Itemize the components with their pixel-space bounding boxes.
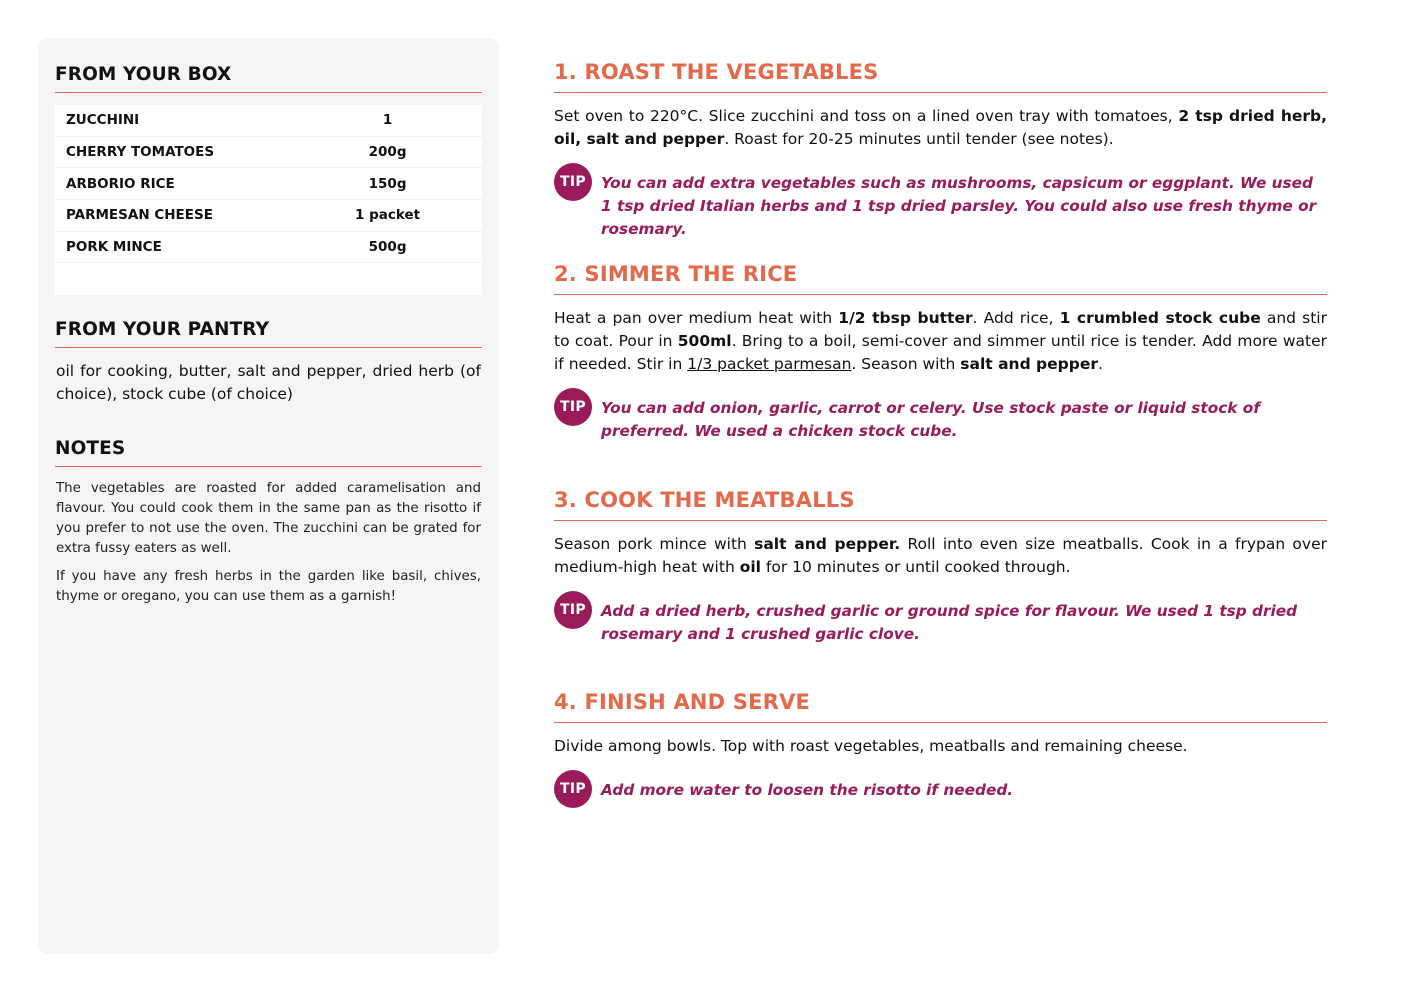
text-run: Season pork mince with — [554, 535, 755, 553]
text-run: Heat a pan over medium heat with — [554, 309, 839, 327]
ingredient-name: ZUCCHINI — [66, 112, 140, 129]
from-your-pantry-heading: FROM YOUR PANTRY — [55, 319, 482, 348]
ingredient-name: ARBORIO RICE — [66, 175, 175, 192]
text-run: for 10 minutes or until cooked through. — [760, 558, 1071, 576]
tip-text: You can add onion, garlic, carrot or celery. Use stock paste or liquid stock of preferred. We used a chicken stock cube. — [601, 399, 1260, 440]
from-your-box-heading: FROM YOUR BOX — [55, 64, 482, 93]
tip-text: Add a dried herb, crushed garlic or ground spice for flavour. We used 1 tsp dried rosemary and 1 crushed garlic clove. — [601, 602, 1298, 643]
tip-box — [554, 600, 1327, 646]
bold-text: 2 tsp dried herb, oil, salt and pepper — [554, 107, 1327, 148]
tip-badge: TIP — [554, 163, 592, 201]
ingredients-table — [55, 105, 482, 295]
tip-text: Add more water to loosen the risotto if needed. — [601, 781, 1014, 799]
ingredient-qty: 500g — [368, 239, 407, 256]
ingredient-qty: 200g — [368, 144, 407, 161]
table-row — [55, 200, 482, 232]
notes-paragraph: If you have any fresh herbs in the garden like basil, chives, thyme or oregano, you can use them as a garnish! — [56, 569, 481, 604]
text-run: Divide among bowls. Top with roast vegetables, meatballs and remaining cheese. — [554, 737, 1188, 755]
step-roast — [554, 60, 1327, 241]
step-meatballs — [554, 488, 1327, 646]
text-run: Roll into even size meatballs. Cook in a frypan over medium-high heat with — [554, 535, 1327, 576]
tip-badge: TIP — [554, 388, 592, 426]
text-run: and stir to coat. Pour in — [554, 309, 1327, 350]
step-title: 4. FINISH AND SERVE — [554, 690, 1327, 723]
text-run: . Add rice, — [972, 309, 1060, 327]
step-title: 2. SIMMER THE RICE — [554, 262, 1327, 295]
bold-text: 1 crumbled stock cube — [1059, 309, 1261, 327]
ingredient-name: CHERRY TOMATOES — [66, 144, 215, 161]
tip-text: You can add extra vegetables such as mushrooms, capsicum or eggplant. We used 1 tsp dried Italian herbs and 1 tsp dried parsley. You could also use fresh thyme or rosemary. — [601, 174, 1317, 238]
table-row — [55, 168, 482, 200]
tip-badge: TIP — [554, 591, 592, 629]
step-serve — [554, 690, 1327, 802]
step-text — [554, 533, 1327, 579]
sidebar-panel — [38, 38, 499, 954]
bold-text: 1/2 tbsp butter — [838, 309, 973, 327]
tip-box — [554, 172, 1327, 241]
bold-text: 500ml — [677, 332, 732, 350]
text-run: . Roast for 20-25 minutes until tender (see notes). — [724, 130, 1114, 148]
pantry-text: oil for cooking, butter, salt and pepper, dried herb (of choice), stock cube (of choice) — [56, 362, 481, 403]
text-run: . — [1098, 355, 1103, 373]
step-title: 3. COOK THE MEATBALLS — [554, 488, 1327, 521]
ingredient-qty: 1 packet — [355, 207, 421, 224]
step-simmer — [554, 262, 1327, 443]
table-row — [55, 232, 482, 264]
ingredient-name: PARMESAN CHEESE — [66, 207, 213, 224]
bold-text: salt and pepper — [960, 355, 1099, 373]
tip-badge: TIP — [554, 770, 592, 808]
text-run: . Bring to a boil, semi-cover and simmer until rice is tender. Add more water if needed. Stir in — [554, 332, 1327, 373]
step-title: 1. ROAST THE VEGETABLES — [554, 60, 1327, 93]
tip-box — [554, 779, 1327, 802]
underlined-text: 1/3 packet parmesan — [687, 355, 852, 373]
step-text — [554, 735, 1327, 758]
table-row — [55, 137, 482, 169]
text-run: . Season with — [851, 355, 961, 373]
step-text — [554, 105, 1327, 151]
bold-text: salt and pepper. — [754, 535, 901, 553]
notes-heading: NOTES — [55, 438, 482, 467]
text-run: Set oven to 220°C. Slice zucchini and toss on a lined oven tray with tomatoes, — [554, 107, 1179, 125]
ingredient-qty: 150g — [368, 175, 407, 192]
tip-box — [554, 397, 1327, 443]
ingredient-name: PORK MINCE — [66, 239, 162, 256]
ingredient-qty: 1 — [382, 112, 393, 129]
table-row — [55, 105, 482, 137]
bold-text: oil — [739, 558, 761, 576]
step-text — [554, 307, 1327, 376]
notes-paragraph: The vegetables are roasted for added caramelisation and flavour. You could cook them in the same pan as the risotto if you prefer to not use the oven. The zucchini can be grated for extra fussy eaters as well. — [56, 481, 481, 556]
